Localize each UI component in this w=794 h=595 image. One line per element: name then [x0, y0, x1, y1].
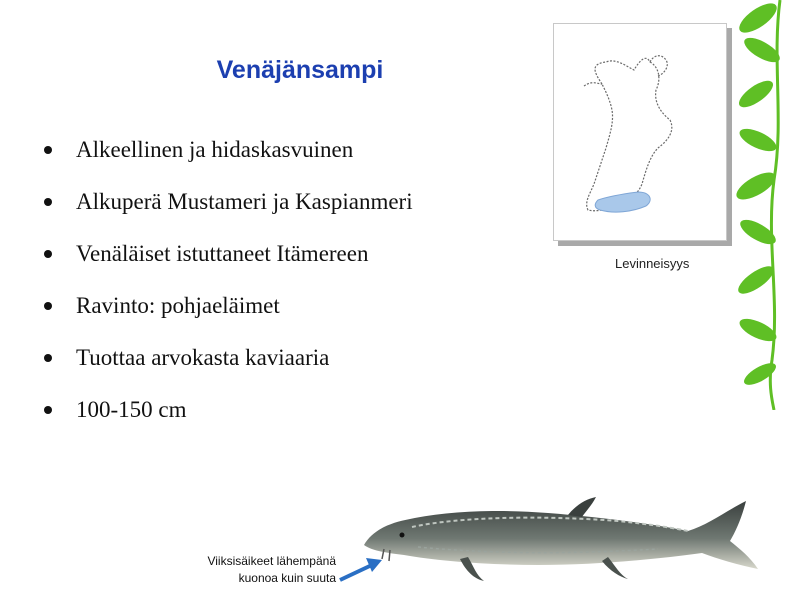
bullet-item: [42, 290, 413, 342]
bullet-text: Tuottaa arvokasta kaviaaria: [76, 345, 330, 370]
bullet-item: [42, 134, 413, 186]
fish-note-line2: kuonoa kuin suuta: [238, 571, 336, 585]
distribution-map: [553, 23, 727, 241]
bullet-item: [42, 342, 413, 394]
bullet-dot-icon: [44, 302, 52, 310]
pointer-arrow-icon: [338, 556, 384, 582]
bullet-item: [42, 186, 413, 238]
map-caption: Levinneisyys: [615, 256, 690, 271]
fish-note-line1: Viiksisäikeet lähempänä: [207, 554, 336, 568]
fish-note: [166, 553, 336, 587]
bullet-dot-icon: [44, 146, 52, 154]
bullet-text: Alkeellinen ja hidaskasvuinen: [76, 137, 354, 162]
finland-map-icon: [554, 24, 726, 240]
sturgeon-image: [358, 487, 778, 587]
bullet-text: 100-150 cm: [76, 397, 187, 422]
bullet-dot-icon: [44, 406, 52, 414]
bullet-item: [42, 238, 413, 290]
bullet-list: [42, 134, 413, 446]
bullet-text: Alkuperä Mustameri ja Kaspianmeri: [76, 189, 413, 214]
bullet-dot-icon: [44, 354, 52, 362]
distribution-area: [595, 192, 650, 212]
vine-decoration-icon: [722, 0, 794, 410]
bullet-dot-icon: [44, 250, 52, 258]
bullet-item: [42, 394, 413, 446]
bullet-text: Venäläiset istuttaneet Itämereen: [76, 241, 369, 266]
bullet-text: Ravinto: pohjaeläimet: [76, 293, 280, 318]
slide-title: Venäjänsampi: [216, 56, 384, 84]
bullet-dot-icon: [44, 198, 52, 206]
